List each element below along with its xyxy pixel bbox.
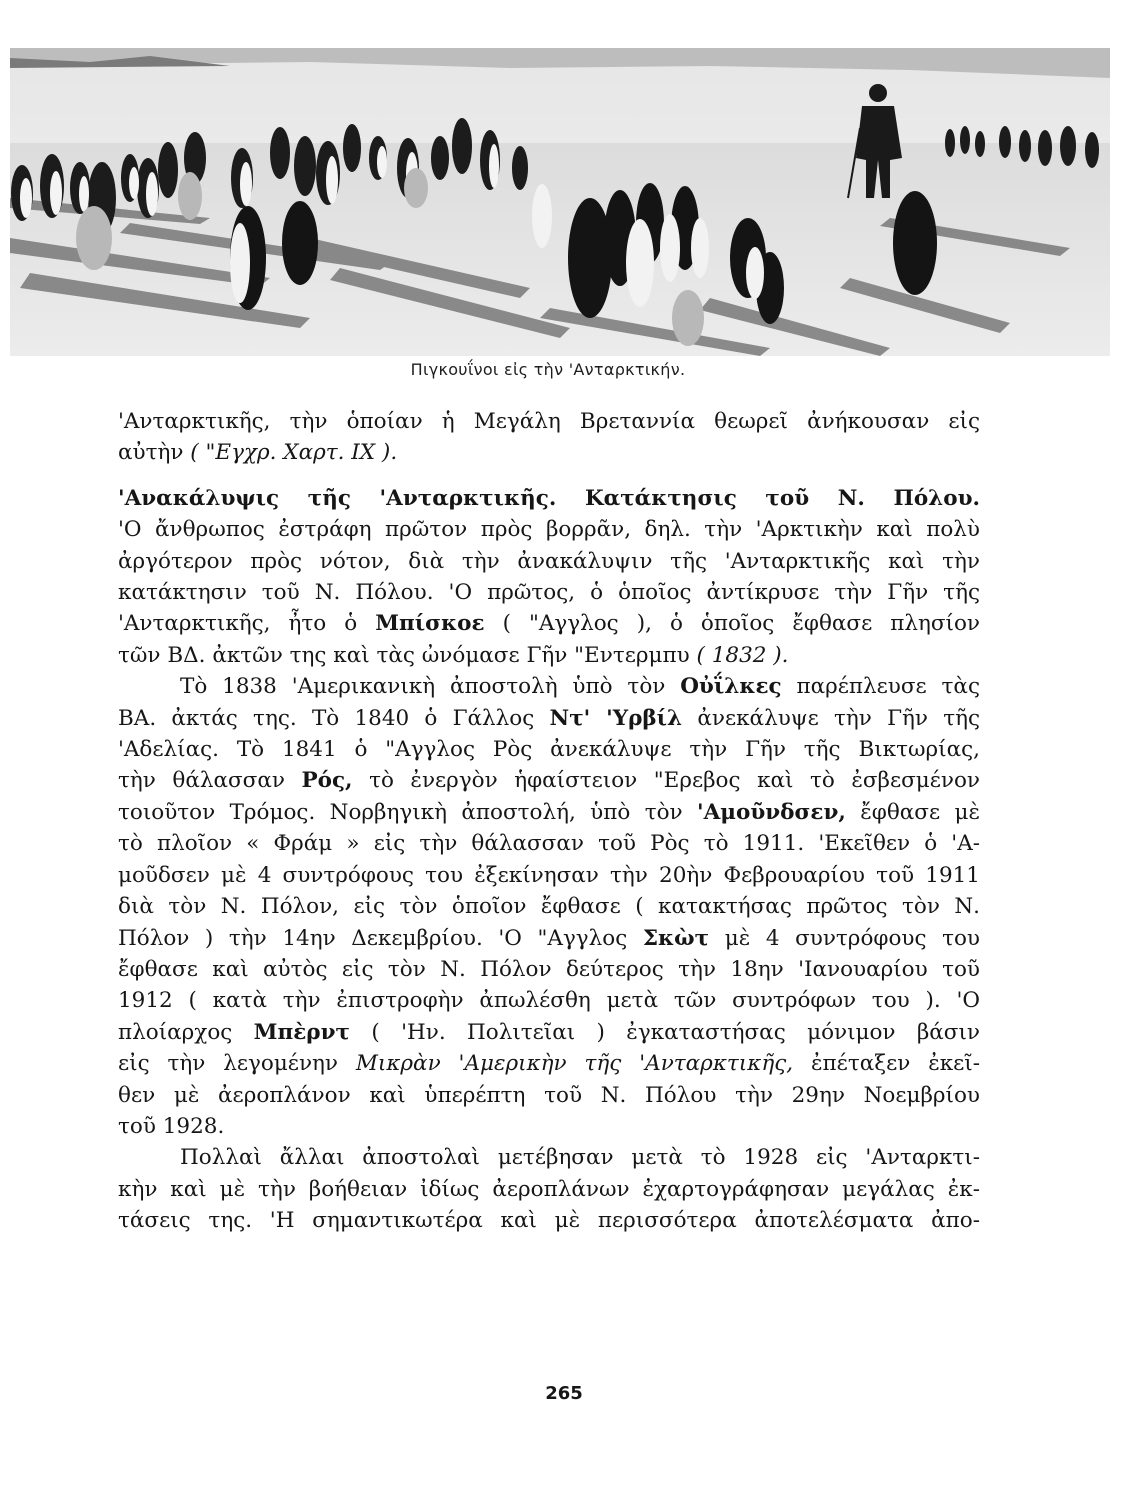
text-line: τὴν θάλασσαν Ρός, τὸ ἐνεργὸν ἡφαίστειον "Ερεβος καὶ τὸ ἐσβεσμένον	[118, 768, 980, 794]
text-line: διὰ τὸν Ν. Πόλον, εἰς τὸν ὁποῖον ἔφθασε ( κατακτήσας πρῶτος τὸν Ν.	[118, 894, 980, 920]
text-line: μοῦδσεν μὲ 4 συντρόφους του ἐξεκίνησαν τὴν 20ὴν Φεβρουαρίου τοῦ 1911	[118, 862, 980, 888]
text-line: Τὸ 1838 'Αμερικανικὴ ἀποστολὴ ὑπὸ τὸν Οὐΐλκες παρέπλευσε τὰς	[180, 674, 980, 700]
text-line: 1912 ( κατὰ τὴν ἐπιστροφὴν ἀπωλέσθη μετὰ τῶν συντρόφων του ). 'Ο	[118, 988, 980, 1014]
text-line: 'Ο ἄνθρωπος ἐστράφη πρῶτον πρὸς βορρᾶν, δηλ. τὴν 'Αρκτικὴν καὶ πολὺ	[118, 517, 980, 543]
body-text	[118, 406, 980, 1237]
text-line: 'Αδελίας. Τὸ 1841 ὁ "Αγγλος Ρὸς ἀνεκάλυψε τὴν Γῆν τῆς Βικτωρίας,	[118, 737, 980, 763]
section-heading: 'Ανακάλυψις τῆς 'Ανταρκτικῆς. Κατάκτησις τοῦ Ν. Πόλου.	[118, 485, 980, 511]
text-line: τῶν ΒΔ. ἀκτῶν της καὶ τὰς ὠνόμασε Γῆν "Εντερμπυ ( 1832 ).	[118, 642, 789, 668]
text-line: Πόλον ) τὴν 14ην Δεκεμβρίου. 'Ο "Αγγλος Σκὼτ μὲ 4 συντρόφους του	[118, 925, 980, 951]
text-line: αὐτὴν ( "Εγχρ. Χαρτ. IX ).	[118, 440, 398, 466]
text-line: τάσεις της. 'Η σημαντικωτέρα καὶ μὲ περισσότερα ἀποτελέσματα ἀπο-	[118, 1208, 980, 1234]
text-line: ἀργότερον πρὸς νότον, διὰ τὴν ἀνακάλυψιν τῆς 'Ανταρκτικῆς καὶ τὴν	[118, 548, 980, 574]
penguins-photo-icon	[10, 48, 1110, 356]
text-line: 'Ανταρκτικῆς, τὴν ὁποίαν ἡ Μεγάλη Βρεταννία θεωρεῖ ἀνήκουσαν εἰς	[118, 409, 980, 434]
page-number: 265	[545, 1383, 583, 1404]
text-line: θεν μὲ ἀεροπλάνον καὶ ὑπερέπτη τοῦ Ν. Πόλου τὴν 29ην Νοεμβρίου	[118, 1082, 980, 1108]
text-line: κατάκτησιν τοῦ Ν. Πόλου. 'Ο πρῶτος, ὁ ὁποῖος ἀντίκρυσε τὴν Γῆν τῆς	[118, 580, 980, 606]
text-line: 'Ανταρκτικῆς, ἦτο ὁ Μπίσκοε ( "Αγγλος ), ὁ ὁποῖος ἔφθασε πλησίον	[118, 611, 981, 637]
text-line: ΒΑ. ἀκτάς της. Τὸ 1840 ὁ Γάλλος Ντ' 'Υρβίλ ἀνεκάλυψε τὴν Γῆν τῆς	[118, 705, 981, 731]
text-line: Πολλαὶ ἄλλαι ἀποστολαὶ μετέβησαν μετὰ τὸ 1928 εἰς 'Ανταρκτι-	[180, 1145, 980, 1171]
text-line: τοιοῦτον Τρόμος. Νορβηγικὴ ἀποστολή, ὑπὸ τὸν 'Αμοῦνδσεν, ἔφθασε μὲ	[118, 799, 980, 825]
text-line: ἔφθασε καὶ αὐτὸς εἰς τὸν Ν. Πόλον δεύτερος τὴν 18ην 'Ιανουαρίου τοῦ	[118, 956, 980, 982]
photo-caption: Πιγκουΐνοι εἰς τὴν 'Ανταρκτικήν.	[410, 360, 686, 379]
text-line: κὴν καὶ μὲ τὴν βοήθειαν ἰδίως ἀεροπλάνων ἐχαρτογράφησαν μεγάλας ἐκ-	[118, 1176, 980, 1202]
text-line: τὸ πλοῖον « Φράμ » εἰς τὴν θάλασσαν τοῦ Ρὸς τὸ 1911. 'Εκεῖθεν ὁ 'Α-	[118, 831, 980, 857]
text-line: πλοίαρχος Μπὲρντ ( 'Ην. Πολιτεῖαι ) ἐγκαταστήσας μόνιμον βάσιν	[118, 1019, 980, 1045]
text-line: εἰς τὴν λεγομένην Μικρὰν 'Αμερικὴν τῆς 'Ανταρκτικῆς, ἐπέταξεν ἐκεῖ-	[118, 1051, 981, 1077]
penguins-photo	[10, 48, 1110, 356]
text-line: τοῦ 1928.	[118, 1113, 225, 1139]
